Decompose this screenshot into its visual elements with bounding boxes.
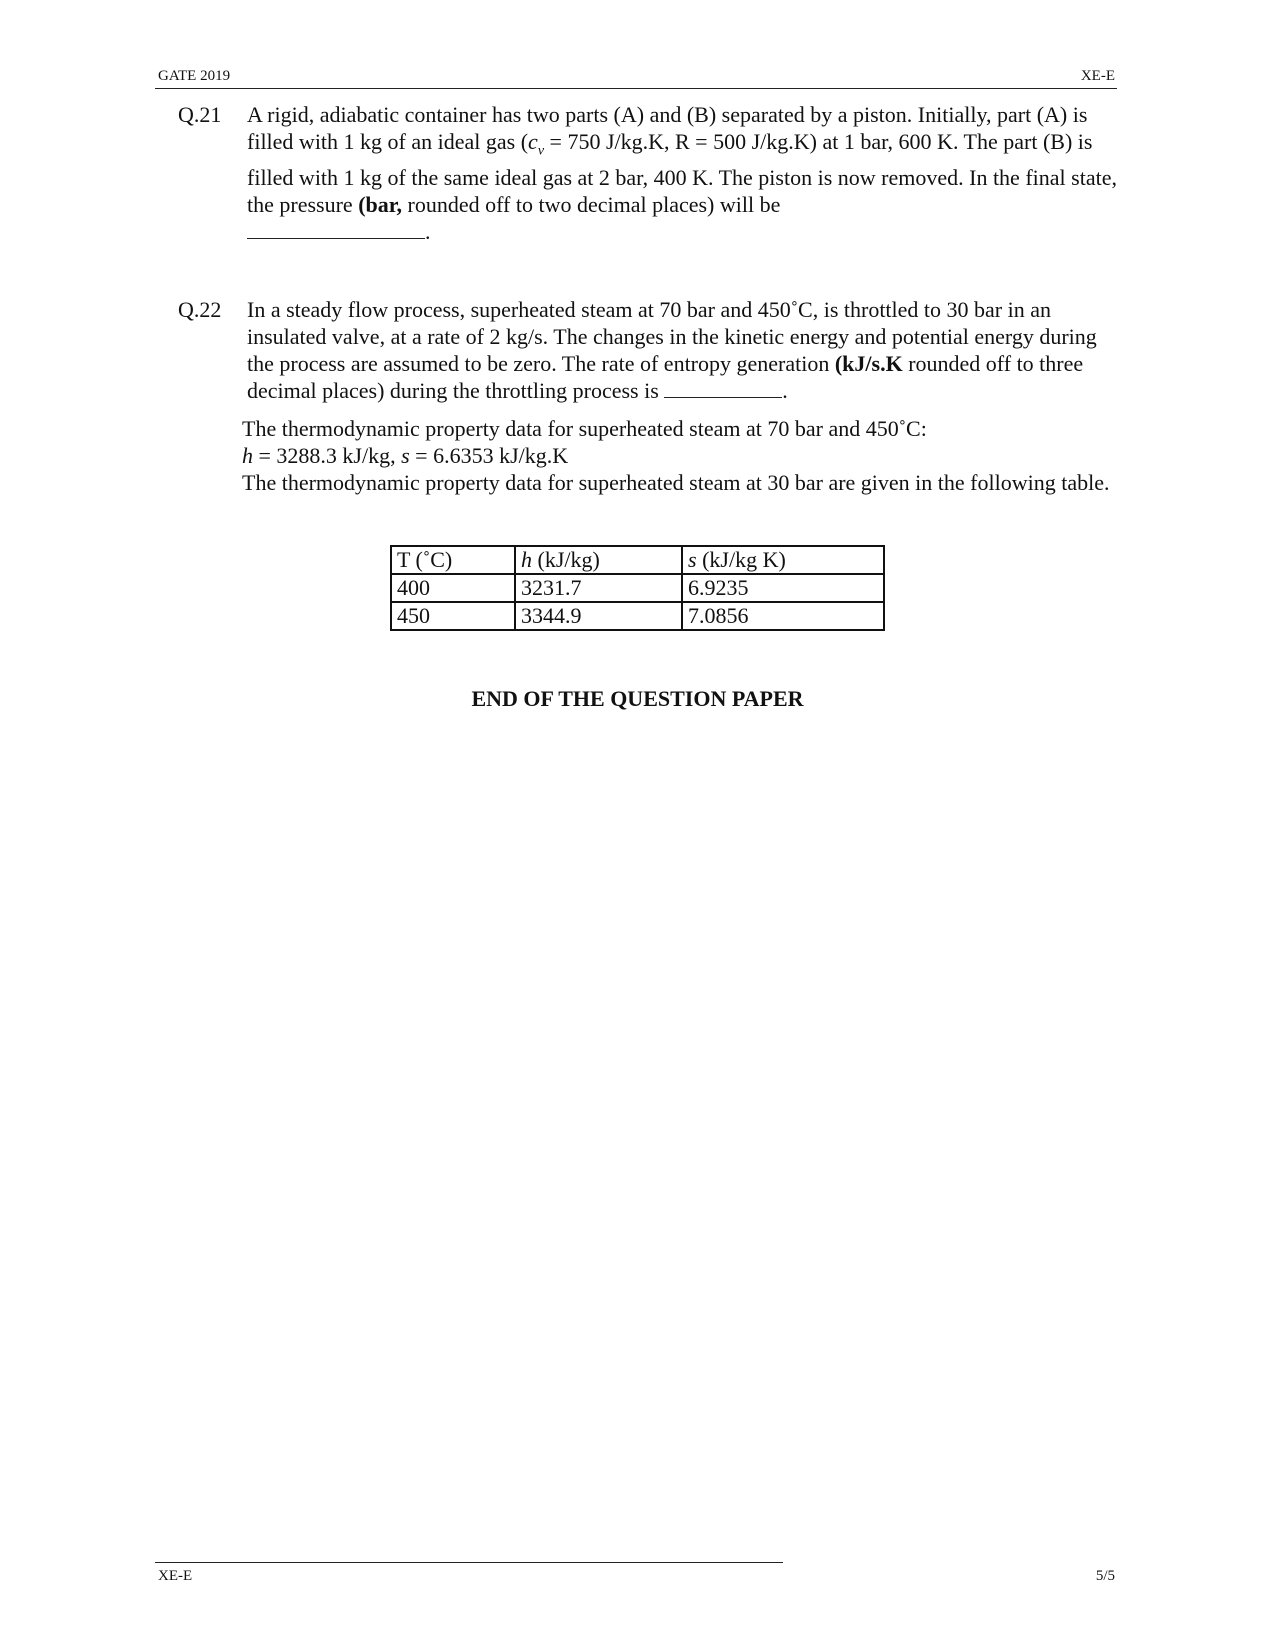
table-row xyxy=(391,602,884,630)
cv-symbol: $c_v$ xyxy=(528,129,545,159)
table-cell: 400 xyxy=(391,574,515,602)
property-data-text: The thermodynamic property data for superheated steam at 70 bar and 450˚C: h = 3288.3 kJ/kg, s = 6.6353 kJ/kg.K The thermodynamic property data for superheated steam at 30 bar are given in the following table. xyxy=(242,416,1110,495)
question-number: Q.21 xyxy=(178,102,222,127)
table-cell: 3344.9 xyxy=(515,602,682,630)
table-cell: T (˚C) xyxy=(391,546,515,574)
question-text: In a steady flow process, superheated steam at 70 bar and 450˚C, is throttled to 30 bar in an insulated valve, at a rate of 2 kg/s. The changes in the kinetic energy and potential energy during the process are assumed to be zero. The rate of entropy generation (kJ/s.K rounded off to three decimal places) during the throttling process is . xyxy=(247,297,1097,403)
header-left: GATE 2019 xyxy=(158,68,231,84)
answer-blank xyxy=(664,379,782,398)
question-22 xyxy=(178,296,1123,404)
footer-left: XE-E xyxy=(158,1568,193,1584)
end-of-paper-heading: END OF THE QUESTION PAPER xyxy=(471,686,804,711)
table-cell: 7.0856 xyxy=(682,602,884,630)
property-table xyxy=(390,545,885,631)
table-cell: 6.9235 xyxy=(682,574,884,602)
table-cell: s (kJ/kg K) xyxy=(682,546,884,574)
question-21 xyxy=(178,101,1123,245)
table-cell: 450 xyxy=(391,602,515,630)
table-cell: 3231.7 xyxy=(515,574,682,602)
table-cell: h (kJ/kg) xyxy=(515,546,682,574)
table-header-row xyxy=(391,546,884,574)
page-number: 5/5 xyxy=(1095,1568,1115,1584)
question-number: Q.22 xyxy=(178,297,222,322)
question-text: A rigid, adiabatic container has two parts (A) and (B) separated by a piston. Initially, part (A) is filled with 1 kg of an ideal gas ($c_v = 750$ J/kg.K, R = 500 J/kg.K) at 1 bar, 600 K. The part (B) is filled with 1 kg of the same ideal gas at 2 bar, 400 K. The piston is now removed. In the final state, the pressure (bar, rounded off to two decimal places) will be . xyxy=(247,102,1117,245)
header-divider xyxy=(155,88,1117,89)
header-right: XE-E xyxy=(1080,68,1115,84)
answer-blank xyxy=(247,220,425,239)
footer-divider xyxy=(155,1562,783,1563)
table-row xyxy=(391,574,884,602)
